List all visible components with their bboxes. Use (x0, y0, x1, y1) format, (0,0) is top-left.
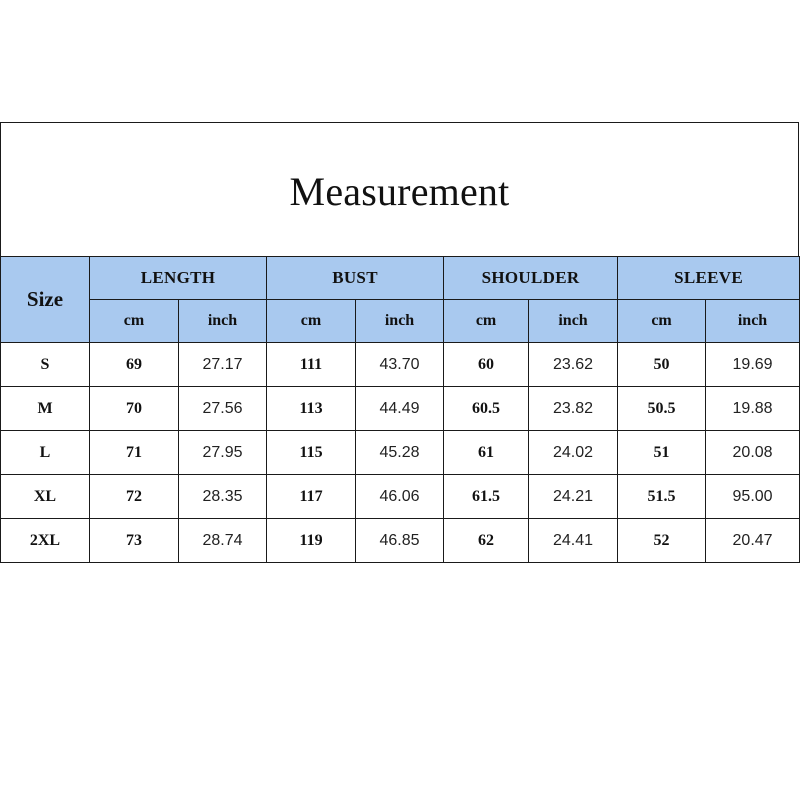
table-row (1, 343, 800, 387)
table-row (1, 387, 800, 431)
length-inch-cell: 27.95 (179, 431, 267, 475)
length-cm-cell: 69 (90, 343, 179, 387)
shoulder-cm-cell: 62 (444, 519, 529, 563)
bust-cm-cell: 115 (267, 431, 356, 475)
sleeve-cm-cell: 50 (618, 343, 706, 387)
shoulder-inch-cell: 24.21 (529, 475, 618, 519)
length-cm-cell: 73 (90, 519, 179, 563)
size-chart (0, 122, 799, 566)
table-row (1, 475, 800, 519)
sleeve-inch-cell: 19.88 (706, 387, 800, 431)
length-cm-cell: 71 (90, 431, 179, 475)
size-cell: L (1, 431, 90, 475)
bust-header: BUST (267, 257, 444, 300)
shoulder-cm-cell: 60 (444, 343, 529, 387)
sleeve-cm-cell: 51.5 (618, 475, 706, 519)
sleeve-cm-cell: 51 (618, 431, 706, 475)
shoulder-inch-cell: 24.41 (529, 519, 618, 563)
size-column-header: Size (1, 257, 90, 343)
header-row-groups (1, 257, 800, 300)
table-body (1, 343, 800, 563)
sleeve-inch-cell: 19.69 (706, 343, 800, 387)
bust-inch-cell: 43.70 (356, 343, 444, 387)
shoulder-inch-header: inch (529, 300, 618, 343)
shoulder-cm-cell: 61 (444, 431, 529, 475)
sleeve-header: SLEEVE (618, 257, 800, 300)
sleeve-inch-cell: 20.08 (706, 431, 800, 475)
shoulder-header: SHOULDER (444, 257, 618, 300)
length-cm-cell: 72 (90, 475, 179, 519)
length-header: LENGTH (90, 257, 267, 300)
sleeve-inch-header: inch (706, 300, 800, 343)
table-row (1, 431, 800, 475)
bust-cm-cell: 117 (267, 475, 356, 519)
chart-title: Measurement (289, 168, 510, 214)
table-row (1, 519, 800, 563)
shoulder-cm-cell: 61.5 (444, 475, 529, 519)
length-inch-cell: 27.56 (179, 387, 267, 431)
bust-inch-cell: 44.49 (356, 387, 444, 431)
length-inch-cell: 27.17 (179, 343, 267, 387)
bust-inch-cell: 46.85 (356, 519, 444, 563)
sleeve-inch-cell: 95.00 (706, 475, 800, 519)
size-cell: 2XL (1, 519, 90, 563)
size-cell: XL (1, 475, 90, 519)
size-cell: S (1, 343, 90, 387)
bust-inch-header: inch (356, 300, 444, 343)
bust-cm-header: cm (267, 300, 356, 343)
sleeve-inch-cell: 20.47 (706, 519, 800, 563)
size-cell: M (1, 387, 90, 431)
shoulder-inch-cell: 23.62 (529, 343, 618, 387)
sleeve-cm-header: cm (618, 300, 706, 343)
bust-cm-cell: 113 (267, 387, 356, 431)
length-inch-cell: 28.35 (179, 475, 267, 519)
sleeve-cm-cell: 50.5 (618, 387, 706, 431)
shoulder-cm-header: cm (444, 300, 529, 343)
length-cm-header: cm (90, 300, 179, 343)
length-inch-header: inch (179, 300, 267, 343)
bust-inch-cell: 46.06 (356, 475, 444, 519)
bust-inch-cell: 45.28 (356, 431, 444, 475)
shoulder-cm-cell: 60.5 (444, 387, 529, 431)
shoulder-inch-cell: 23.82 (529, 387, 618, 431)
title-box (0, 122, 799, 257)
sleeve-cm-cell: 52 (618, 519, 706, 563)
bust-cm-cell: 119 (267, 519, 356, 563)
size-table (0, 256, 800, 563)
bust-cm-cell: 111 (267, 343, 356, 387)
header-row-units (1, 300, 800, 343)
length-cm-cell: 70 (90, 387, 179, 431)
length-inch-cell: 28.74 (179, 519, 267, 563)
shoulder-inch-cell: 24.02 (529, 431, 618, 475)
